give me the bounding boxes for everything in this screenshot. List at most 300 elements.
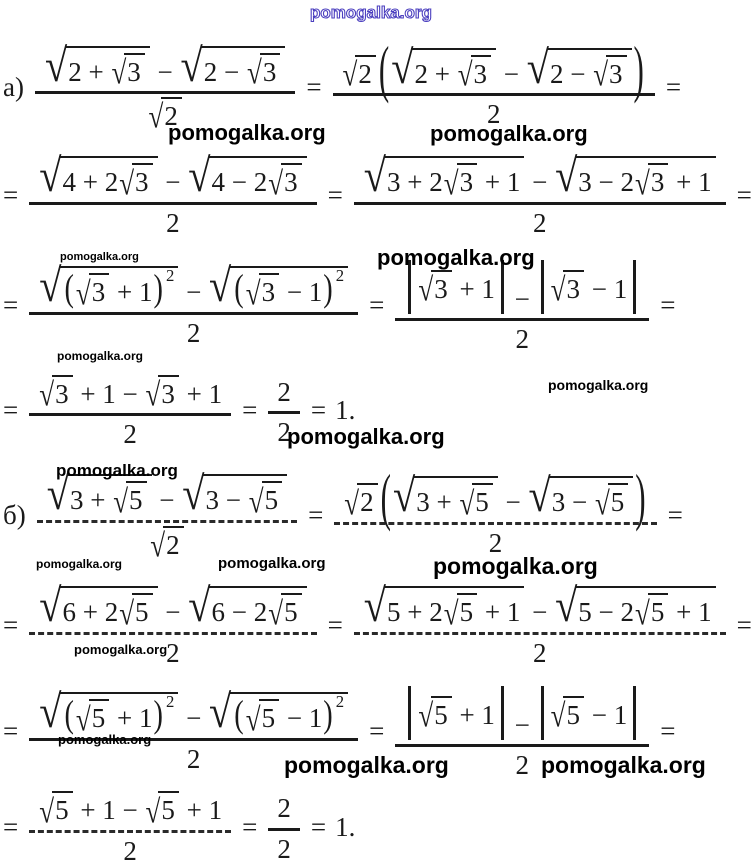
radicand — [457, 163, 478, 197]
math-text: = — [310, 811, 327, 842]
math-text: 5 — [610, 487, 625, 518]
square-root — [119, 163, 152, 202]
denominator — [178, 741, 210, 774]
radical-sign: √ — [119, 164, 135, 202]
math-text: 2 + — [414, 58, 457, 89]
radical-sign: √ — [39, 376, 55, 413]
radical-sign: √ — [39, 685, 62, 738]
math-text: 1. — [335, 395, 356, 426]
radicand — [132, 163, 153, 197]
square-root — [245, 273, 279, 312]
radicand — [281, 593, 302, 627]
math-text: 2 — [486, 99, 501, 129]
math-text: 2 — [515, 750, 530, 780]
math-text: 2 — [164, 101, 178, 131]
square-root — [148, 97, 181, 135]
square-root — [39, 685, 178, 738]
math-text: = — [327, 610, 343, 641]
math-text: + 1 — [110, 703, 153, 734]
radical-sign: √ — [443, 164, 459, 202]
radical-sign: √ — [418, 697, 434, 734]
fraction — [35, 39, 295, 135]
math-text: − — [179, 277, 209, 308]
square-root — [594, 483, 628, 522]
watermark: pomogalka.org — [56, 461, 178, 480]
math-text: 5 — [284, 597, 298, 628]
math-text: = — [327, 180, 343, 211]
equation-row-a2 — [3, 148, 752, 243]
radicand — [384, 156, 524, 202]
radical-sign: √ — [39, 149, 62, 202]
radicand — [575, 586, 715, 632]
fraction — [354, 579, 726, 668]
radicand — [59, 586, 157, 632]
math-text: 2 − — [549, 58, 593, 89]
square-root — [113, 481, 146, 520]
radical-sign: √ — [443, 594, 459, 632]
paren-group — [233, 694, 333, 738]
radicand — [229, 266, 348, 312]
radicand — [355, 55, 376, 89]
math-text: 3 — [650, 167, 665, 198]
fraction — [395, 257, 649, 354]
watermark: pomogalka.org — [284, 752, 449, 778]
numerator — [29, 579, 316, 634]
radical-sign: √ — [111, 54, 127, 91]
math-text: 2 — [277, 376, 291, 407]
square-root — [443, 593, 477, 632]
math-text: 2 — [277, 833, 291, 864]
math-text: + 1 — [452, 699, 495, 730]
math-text: 5 − 2 — [578, 597, 635, 628]
math-text: 5 — [161, 795, 175, 826]
radical-sign: √ — [594, 484, 610, 522]
radical-sign: √ — [248, 482, 264, 520]
absolute-value — [408, 260, 504, 314]
math-text: − — [498, 487, 528, 518]
math-text: − — [179, 703, 209, 734]
denominator — [268, 831, 300, 864]
radical-sign: √ — [526, 41, 549, 94]
denominator — [157, 635, 189, 668]
numerator — [354, 149, 726, 204]
math-text: 2 — [166, 207, 180, 238]
fraction — [333, 32, 655, 129]
equation-row-a1 — [3, 26, 731, 148]
equation-row-b4 — [3, 790, 731, 864]
math-text: 2 — [186, 317, 201, 348]
square-root — [342, 55, 376, 93]
radical-sign: √ — [75, 700, 91, 738]
radical-sign: √ — [555, 149, 578, 202]
equation-row-b3 — [3, 673, 731, 790]
math-text: = — [3, 290, 19, 321]
square-root — [188, 579, 306, 632]
radicand — [52, 375, 73, 409]
math-text: = — [660, 290, 676, 321]
numerator — [354, 579, 726, 634]
watermark: pomogalka.org — [430, 121, 588, 146]
radical-sign: √ — [555, 579, 578, 632]
radical-sign: √ — [39, 259, 62, 312]
watermark: pomogalka.org — [168, 120, 326, 145]
math-text: 5 + 2 — [387, 597, 443, 628]
radical-sign: √ — [268, 164, 284, 202]
radicand — [209, 156, 307, 202]
math-text: = — [3, 610, 19, 641]
radical-sign: √ — [268, 594, 284, 632]
denominator — [480, 525, 512, 558]
math-text: 2 + — [68, 56, 111, 87]
radical-sign: √ — [44, 39, 68, 92]
radicand — [431, 696, 452, 730]
radical-sign: √ — [635, 164, 650, 202]
radical-sign: √ — [635, 594, 650, 632]
math-text: 3 — [261, 277, 276, 308]
numerator — [35, 39, 295, 94]
math-text: 2 — [277, 793, 291, 824]
math-text: 5 — [55, 795, 69, 826]
math-text: = — [3, 716, 19, 747]
math-text: 5 — [475, 487, 489, 518]
radicand — [648, 163, 669, 197]
watermark: pomogalka.org — [541, 752, 706, 778]
radicand — [259, 699, 280, 733]
square-root — [180, 39, 286, 92]
math-text: − 1 — [280, 703, 323, 734]
radicand — [52, 791, 73, 825]
math-text: 2 − — [203, 56, 246, 87]
watermark: pomogalka.org — [433, 553, 598, 579]
radical-sign: √ — [148, 98, 164, 135]
denominator — [157, 205, 189, 238]
radicand — [547, 48, 632, 93]
radical-sign: √ — [39, 792, 55, 830]
math-text: − 1 — [584, 273, 628, 304]
fraction — [29, 259, 358, 348]
exponent: 2 — [335, 266, 345, 286]
math-text: 3 — [55, 378, 69, 409]
radical-sign: √ — [182, 467, 205, 520]
math-text: + 1 − — [73, 378, 145, 409]
math-text: 4 − 2 — [211, 167, 268, 198]
numerator — [29, 685, 358, 740]
fraction — [334, 460, 656, 558]
equation-row-b2 — [3, 578, 752, 673]
math-text: 3 — [262, 56, 277, 87]
radical-sign: √ — [180, 39, 203, 92]
math-text: = — [310, 395, 327, 426]
radical-sign: √ — [209, 259, 232, 312]
right-paren: ) — [633, 32, 644, 105]
radicand — [158, 375, 179, 409]
watermark: pomogalka.org — [310, 3, 432, 22]
math-text: 3 — [161, 378, 175, 409]
radicand — [357, 483, 378, 517]
square-root — [635, 163, 668, 202]
radical-sign: √ — [145, 792, 161, 830]
math-text: 2 — [186, 743, 201, 774]
math-text: 3 − — [551, 487, 594, 518]
math-text: б) — [3, 500, 26, 531]
square-root — [245, 699, 279, 738]
square-root — [39, 259, 178, 312]
denominator — [478, 96, 510, 129]
math-text: − 1 — [584, 699, 628, 730]
square-root — [39, 791, 72, 830]
radical-sign: √ — [550, 271, 566, 308]
square-root — [555, 149, 716, 202]
math-text: = — [369, 290, 385, 321]
square-root — [528, 469, 634, 522]
radicand — [575, 156, 715, 202]
watermark: pomogalka.org — [287, 424, 445, 449]
math-text: − — [152, 485, 182, 516]
math-text: + 1 — [478, 597, 521, 628]
radical-sign: √ — [344, 484, 360, 522]
radicand — [59, 692, 178, 738]
numerator — [29, 259, 358, 314]
square-root — [363, 149, 525, 202]
math-text: 5 — [261, 703, 276, 734]
math-text: − — [507, 709, 537, 740]
radicand — [281, 163, 302, 197]
square-root — [209, 259, 348, 312]
math-text: = — [736, 180, 752, 211]
equation-row-a3 — [3, 243, 731, 368]
math-text: 5 — [434, 699, 448, 730]
paren-content — [75, 699, 153, 738]
square-root — [555, 579, 716, 632]
paren-content — [390, 41, 632, 94]
fraction — [29, 372, 231, 449]
radical-sign: √ — [528, 469, 551, 522]
square-root — [246, 53, 280, 91]
radical-sign: √ — [145, 376, 161, 413]
radicand — [158, 791, 179, 825]
math-text: 5 — [650, 597, 665, 628]
square-root — [443, 163, 477, 202]
math-text: = — [3, 811, 19, 842]
square-root — [75, 273, 109, 312]
square-root — [39, 375, 72, 413]
math-text: + 1 — [179, 378, 223, 409]
math-text: − — [158, 167, 188, 198]
radicand — [65, 46, 150, 91]
radicand — [608, 483, 629, 517]
paren-group — [63, 694, 163, 738]
right-paren: ) — [635, 460, 646, 533]
fraction — [29, 788, 231, 865]
math-text: 2 — [532, 637, 547, 668]
radicand — [59, 266, 178, 312]
square-root — [188, 149, 306, 202]
math-text: 2 — [166, 529, 180, 560]
math-text: = — [660, 716, 676, 747]
math-text: 2 — [123, 419, 137, 449]
square-root — [119, 593, 152, 632]
square-root — [39, 579, 157, 632]
radicand — [89, 273, 110, 307]
radicand — [563, 696, 584, 730]
watermark: pomogalka.org — [36, 557, 123, 571]
radical-sign: √ — [391, 41, 414, 94]
math-text: = — [3, 395, 19, 426]
math-text: 3 — [135, 167, 149, 198]
math-text: 5 — [566, 699, 580, 730]
square-root — [635, 593, 668, 632]
denominator — [140, 523, 193, 564]
square-root — [363, 579, 525, 632]
radical-sign: √ — [39, 579, 62, 632]
math-text: + 1 — [110, 277, 153, 308]
paren-group — [380, 460, 647, 533]
denominator — [114, 416, 146, 449]
radicand — [606, 55, 627, 89]
radicand — [126, 481, 147, 515]
left-paren: ( — [378, 32, 390, 105]
math-text: + 1 — [478, 167, 521, 198]
math-text: = — [3, 180, 19, 211]
square-root — [550, 696, 584, 734]
radicand — [549, 476, 634, 522]
math-text: 4 + 2 — [62, 167, 119, 198]
math-text: 3 + — [69, 485, 113, 516]
radicand — [262, 481, 283, 515]
radical-sign: √ — [550, 697, 566, 734]
math-text: 3 — [459, 167, 474, 198]
radicand — [124, 53, 145, 87]
math-text: 5 — [129, 485, 143, 516]
radicand — [563, 270, 584, 304]
math-text: + 1 − — [73, 795, 145, 826]
square-root — [268, 593, 301, 632]
radical-sign: √ — [113, 482, 129, 520]
left-paren: ( — [234, 694, 244, 737]
denominator — [524, 205, 556, 238]
square-root — [145, 375, 179, 413]
math-text: 2 — [532, 207, 547, 238]
math-text: 5 — [459, 597, 474, 628]
radical-sign: √ — [245, 274, 261, 312]
watermark: pomogalka.org — [377, 245, 535, 270]
math-text: 3 — [473, 58, 488, 89]
radical-sign: √ — [363, 149, 387, 202]
radical-sign: √ — [75, 274, 91, 312]
radical-sign: √ — [363, 579, 387, 632]
absolute-value — [541, 260, 637, 314]
square-root — [457, 55, 491, 93]
square-root — [39, 149, 157, 202]
radical-sign: √ — [246, 54, 262, 91]
absolute-value — [408, 686, 504, 740]
fraction — [29, 149, 316, 238]
math-text: − 1 — [280, 277, 323, 308]
math-text: 2 — [123, 835, 137, 866]
square-root — [111, 53, 144, 91]
radical-sign: √ — [209, 685, 232, 738]
paren-group — [233, 268, 333, 312]
square-root — [209, 685, 348, 738]
left-paren: ( — [380, 460, 391, 533]
math-text: = — [306, 71, 322, 102]
radical-sign: √ — [342, 56, 358, 93]
radical-sign: √ — [46, 467, 69, 520]
radicand — [209, 586, 307, 632]
math-text: + 1 — [669, 167, 712, 198]
radicand — [471, 55, 492, 89]
math-text: 2 — [166, 637, 180, 668]
radicand — [648, 593, 669, 627]
left-paren: ( — [64, 694, 74, 737]
watermark: pomogalka.org — [58, 732, 152, 747]
denominator — [507, 747, 539, 780]
denominator — [268, 414, 300, 447]
square-root — [550, 270, 584, 308]
radical-sign: √ — [392, 469, 416, 522]
math-text: − — [150, 56, 180, 87]
math-text: 3 — [284, 167, 298, 198]
math-text: 3 — [434, 273, 448, 304]
radicand — [203, 474, 288, 520]
right-paren: ) — [323, 268, 333, 311]
radicand — [413, 476, 498, 522]
math-text: = — [369, 716, 385, 747]
radicand — [260, 53, 281, 87]
radical-sign: √ — [245, 700, 261, 738]
math-text: = — [665, 71, 682, 102]
radical-sign: √ — [459, 484, 475, 522]
math-text: − — [525, 167, 555, 198]
math-text: + 1 — [669, 597, 712, 628]
math-text: 3 + — [416, 487, 459, 518]
square-root — [418, 696, 451, 734]
exponent: 2 — [165, 692, 175, 712]
radicand — [132, 593, 153, 627]
numerator — [29, 788, 231, 832]
denominator — [524, 635, 556, 668]
radical-sign: √ — [150, 526, 166, 564]
math-text: − — [525, 597, 555, 628]
math-text: − — [507, 283, 537, 314]
fraction — [29, 685, 358, 774]
exponent: 2 — [165, 266, 175, 286]
equation-row-b1 — [3, 453, 731, 578]
radicand — [161, 97, 182, 131]
square-root — [44, 39, 150, 92]
radicand — [457, 593, 478, 627]
math-text: = — [242, 811, 258, 842]
math-text: 2 — [277, 417, 291, 447]
numerator — [395, 683, 649, 747]
math-text: 5 — [264, 485, 279, 516]
right-paren: ) — [153, 268, 163, 311]
radical-sign: √ — [593, 56, 609, 93]
fraction — [354, 149, 726, 238]
paren-group — [63, 268, 163, 312]
square-root — [75, 699, 109, 738]
math-text: 2 — [515, 324, 530, 354]
left-paren: ( — [234, 268, 244, 311]
watermark: pomogalka.org — [60, 251, 139, 263]
square-root — [593, 55, 626, 93]
radicand — [163, 526, 184, 560]
right-paren: ) — [153, 694, 163, 737]
paren-content — [245, 699, 323, 738]
numerator — [29, 149, 316, 204]
radicand — [431, 270, 452, 304]
right-paren: ) — [323, 694, 333, 737]
